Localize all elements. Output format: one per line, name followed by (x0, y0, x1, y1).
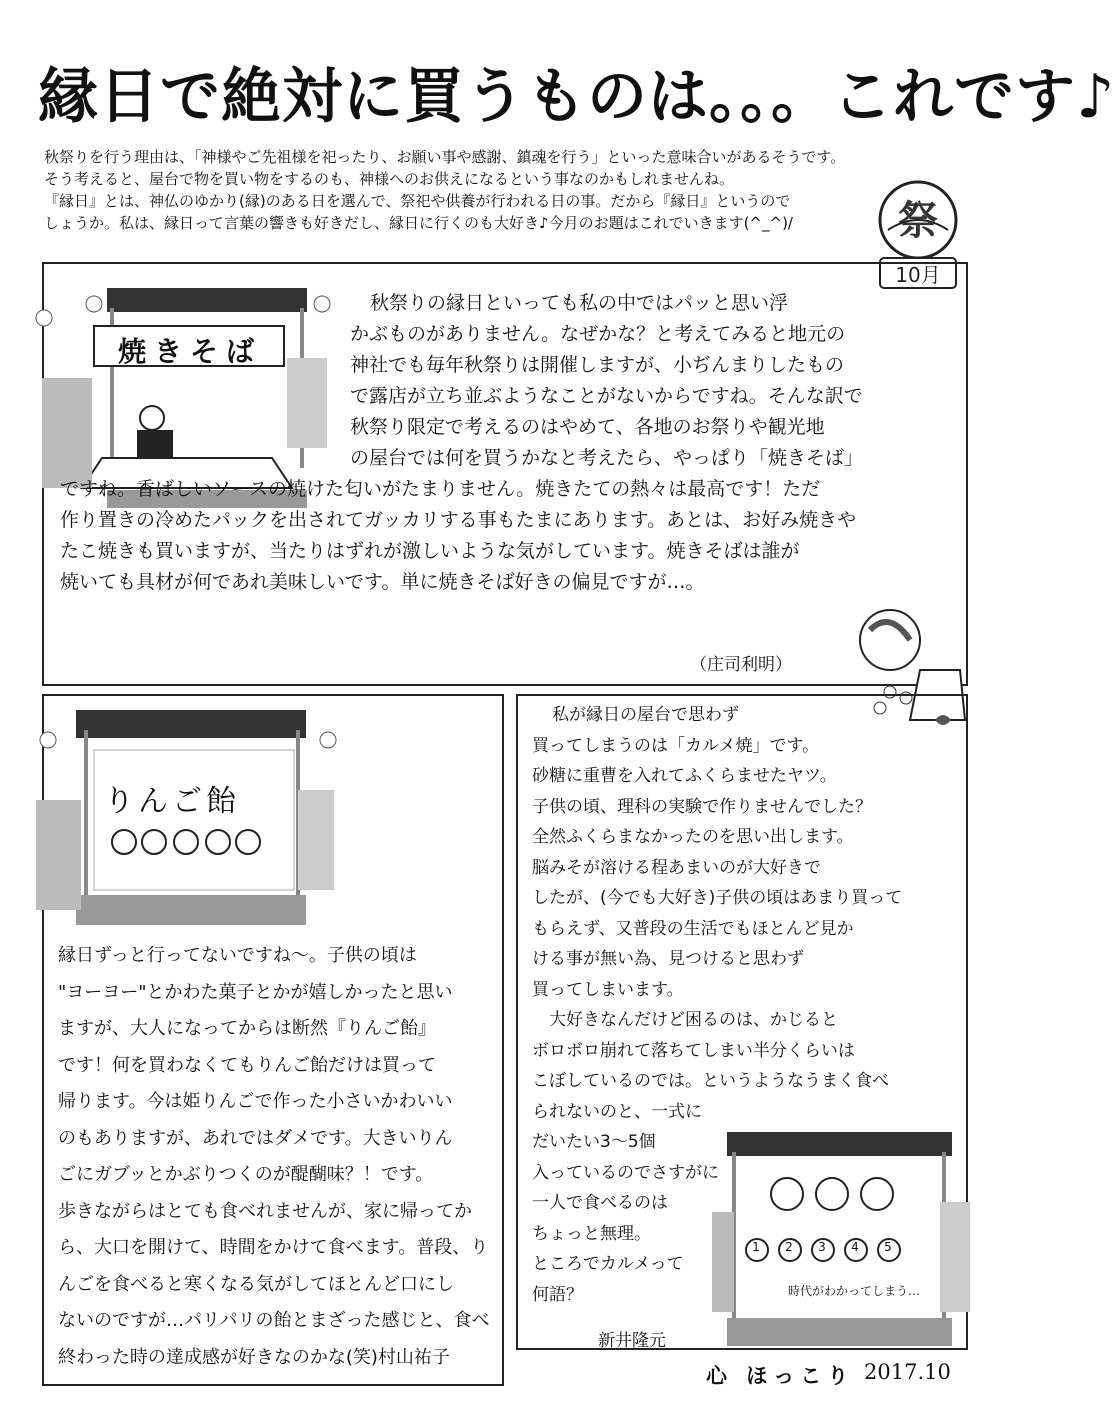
text-line: たこ焼きも買いますが、当たりはずれが激しいような気がしています。焼きそばは誰が (60, 540, 800, 562)
text-line: 縁日ずっと行ってないですね～。子供の頃は (58, 945, 417, 966)
text-line: 砂糖に重曹を入れてふくらませたヤツ。 (532, 766, 837, 786)
text-line: 大好きなんだけど困るのは、かじると (532, 1010, 838, 1030)
number-label: 1 (752, 1240, 760, 1254)
text-line: 焼いても具材が何であれ美味しいです。単に焼きそば好きの偏見ですが…。 (60, 571, 705, 593)
intro-line: しょうか。私は、縁日って言葉の響きも好きだし、縁日に行くのも大好き♪今月のお題はこれでいきます(^_^)/ (44, 214, 793, 232)
text-line: ボロボロ崩れて落ちてしまい半分くらいは (532, 1040, 855, 1061)
text-line: ですね。香ばしいソースの焼けた匂いがたまりません。焼きたての熱々は最高です！ただ (60, 478, 821, 500)
text-line: 子供の頃、理科の実験で作りませんでした？ (532, 796, 872, 817)
yakisoba-author: （庄司利明） (690, 655, 792, 675)
candy-apple-sign: りんご飴 (104, 784, 240, 819)
text-line: 脳みそが溶ける程あまいのが大好きで (532, 857, 821, 878)
footer-brand: 心 ほっこり (706, 1363, 855, 1388)
number-label: 5 (884, 1240, 892, 1254)
text-line: ますが、大人になってからは断然『りんご飴』 (58, 1018, 436, 1039)
text-line: んごを食べると寒くなる気がしてほとんど口にし (58, 1273, 454, 1295)
intro-text (44, 146, 924, 234)
text-line: です！何を買わなくてもりんご飴だけは買って (58, 1054, 436, 1076)
karumeyaki-stall-illustration (712, 1122, 972, 1348)
text-line: 買ってしまうのは「カルメ焼」です。 (532, 735, 820, 756)
text-line: 秋祭りの縁日といっても私の中ではパッと思い浮 (370, 292, 789, 314)
intro-line: 秋祭りを行う理由は、「神様やご先祖様を祀ったり、お願い事や感謝、鎮魂を行う」といった意味合いがあるそうです。 (44, 148, 846, 166)
text-line: 作り置きの冷めたパックを出されてガッカリする事もたまにあります。あとは、お好み焼きや (60, 509, 857, 531)
number-label: 3 (818, 1240, 826, 1254)
text-line: ないのですが…パリパリの飴とまざった感じと、食べ (58, 1310, 490, 1331)
candy-apple-text (58, 938, 498, 1376)
text-line: かぶものがありません。なぜかな？と考えてみると地元の (350, 323, 846, 345)
text-line: で露店が立ち並ぶようなことがないからですね。そんな訳で (350, 385, 863, 407)
badge-month: 10月 (895, 263, 941, 287)
yakisoba-text (60, 288, 940, 598)
text-line: 一人で食べるのは (532, 1193, 668, 1213)
text-line: 神社でも毎年秋祭りは開催しますが、小ぢんまりしたもの (350, 354, 845, 376)
karumeyaki-numbers (750, 1240, 930, 1254)
number-label: 4 (851, 1240, 859, 1254)
text-line: 何語？ (532, 1284, 583, 1305)
intro-line: そう考えると、屋台で物を買い物をするのも、神様へのお供えになるという事なのかもしれませんね。 (44, 170, 735, 188)
footer-date: 2017.10 (864, 1360, 951, 1384)
text-line: ちょっと無理。 (532, 1223, 651, 1244)
text-line: 終わった時の達成感が好きなのかな(笑)村山祐子 (58, 1346, 450, 1368)
number-label: 2 (785, 1240, 793, 1254)
text-line: 私が縁日の屋台で思わず (552, 705, 739, 725)
text-line: "ヨーヨー"とかわた菓子とかが嬉しかったと思い (58, 981, 453, 1003)
yakisoba-sign: 焼きそば (117, 335, 262, 368)
karumeyaki-caption: 時代がわかってしまう… (788, 1284, 921, 1298)
text-line: ごにガブッとかぶりつくのが醍醐味？！です。 (58, 1164, 434, 1185)
karumeyaki-author: 新井隆元 (598, 1331, 666, 1351)
text-line: もらえず、又普段の生活でもほとんど見か (532, 918, 854, 939)
text-line: ら、大口を開けて、時間をかけて食べます。普段、り (58, 1237, 489, 1258)
text-line: ける事が無い為、見つけると思わず (532, 949, 804, 969)
text-line: の屋台では何を買うかなと考えたら、やっぱり「焼きそば」 (350, 447, 864, 469)
text-line: 全然ふくらまなかったのを思い出します。 (532, 827, 854, 847)
text-line: 買ってしまいます。 (532, 979, 684, 1000)
text-line: ところでカルメって (532, 1254, 684, 1274)
intro-line: 『縁日』とは、神仏のゆかり(縁)のある日を選んで、祭祀や供養が行われる日の事。だから『縁日』というので (44, 192, 791, 210)
text-line: したが、(今でも大好き)子供の頃はあまり買って (532, 888, 903, 908)
text-line: 帰ります。今は姫りんごで作った小さいかわいい (58, 1091, 453, 1112)
text-line: られないのと、一式に (532, 1101, 702, 1122)
text-line: のもありますが、あれではダメです。大きいりん (58, 1127, 453, 1149)
badge-kanji: 祭 (898, 197, 938, 244)
page-title: 縁日で絶対に買うものは。。。これです♪ (38, 62, 1115, 132)
text-line: 歩きながらはとても食べれませんが、家に帰ってか (58, 1200, 472, 1222)
text-line: だいたい3～5個 (532, 1132, 656, 1152)
text-line: こぼしているのでは。というようなうまく食べ (532, 1071, 889, 1091)
text-line: 入っているのでさすがに (532, 1162, 719, 1183)
text-line: 秋祭り限定で考えるのはやめて、各地のお祭りや観光地 (350, 416, 825, 438)
